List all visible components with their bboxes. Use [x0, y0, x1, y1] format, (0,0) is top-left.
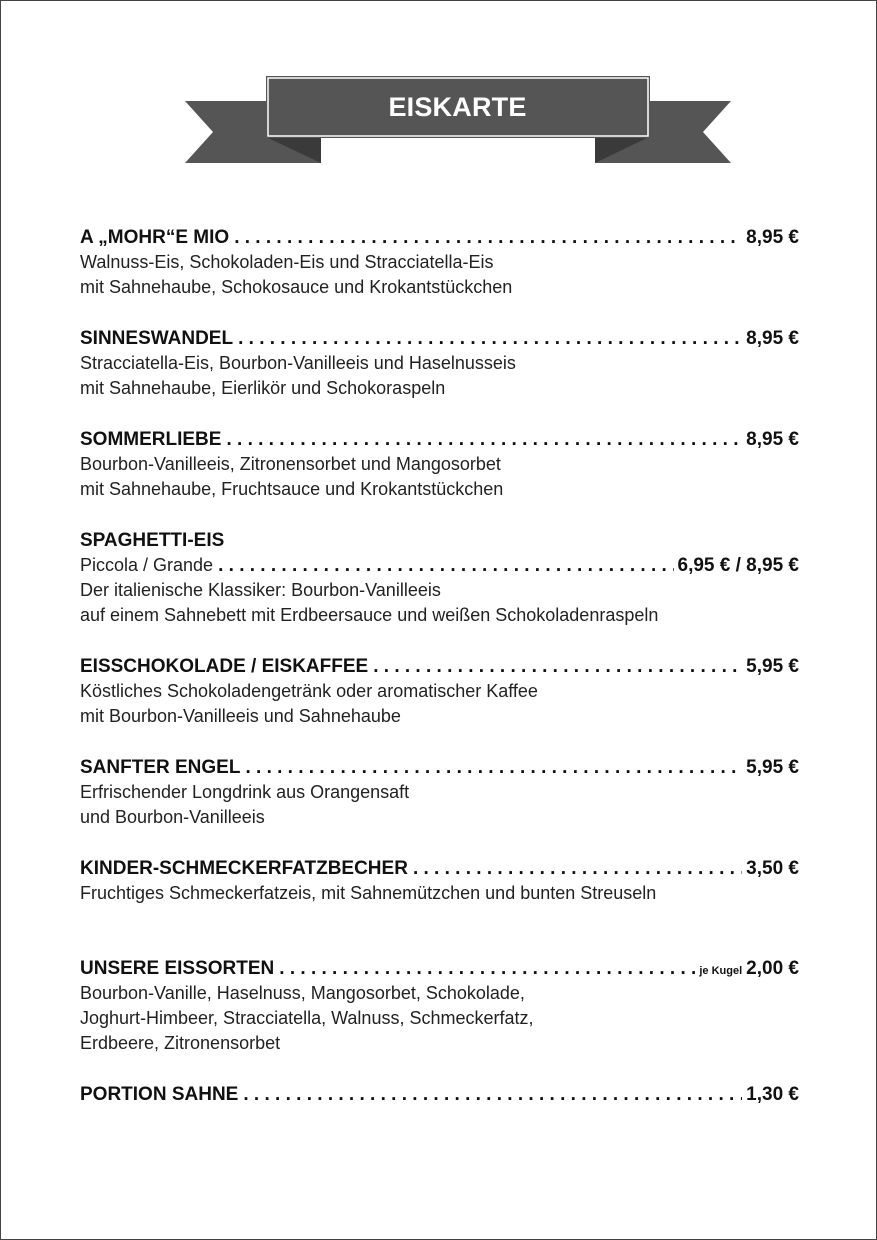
dot-leader: [234, 225, 742, 250]
item-name: KINDER-SCHMECKERFATZBECHER: [80, 858, 408, 879]
item-price: 8,95 €: [746, 227, 799, 248]
menu-item: [80, 1082, 799, 1107]
item-name: SANFTER ENGEL: [80, 757, 241, 778]
menu-item: [80, 326, 799, 401]
item-description: mit Sahnehaube, Schokosauce und Krokantstückchen: [80, 277, 513, 297]
item-description: Köstliches Schokoladengetränk oder aromatischer Kaffee: [80, 681, 538, 701]
item-description: Bourbon-Vanilleeis, Zitronensorbet und Mangosorbet: [80, 454, 501, 474]
menu-item: [80, 654, 799, 729]
item-price: 8,95 €: [746, 429, 799, 450]
item-name: SPAGHETTI-EIS: [80, 530, 225, 551]
menu-item: [80, 856, 799, 906]
menu-list: [80, 225, 799, 1133]
dot-leader: [243, 1082, 742, 1107]
menu-item: [80, 755, 799, 830]
item-description: Erfrischender Longdrink aus Orangensaft: [80, 782, 410, 802]
item-price: 6,95 € / 8,95 €: [677, 555, 799, 576]
dot-leader: [279, 956, 695, 981]
item-price: 1,30 €: [746, 1084, 799, 1105]
menu-item: [80, 225, 799, 300]
item-name: SOMMERLIEBE: [80, 429, 222, 450]
item-name: SINNESWANDEL: [80, 328, 234, 349]
item-description: Bourbon-Vanille, Haselnuss, Mangosorbet, Schokolade,: [80, 983, 525, 1003]
dot-leader: [373, 654, 742, 679]
item-name: PORTION SAHNE: [80, 1084, 239, 1105]
dot-leader: [245, 755, 742, 780]
price-unit: je Kugel: [699, 965, 743, 977]
dot-leader: [218, 553, 673, 578]
item-description: Stracciatella-Eis, Bourbon-Vanilleeis und Haselnusseis: [80, 353, 516, 373]
item-price: 3,50 €: [746, 858, 799, 879]
dot-leader: [238, 326, 742, 351]
item-price: 2,00 €: [746, 958, 799, 979]
item-name: EISSCHOKOLADE / EISKAFFEE: [80, 656, 369, 677]
item-description: Erdbeere, Zitronensorbet: [80, 1033, 281, 1053]
item-name: UNSERE EISSORTEN: [80, 958, 275, 979]
menu-item: [80, 427, 799, 502]
item-price: 5,95 €: [746, 757, 799, 778]
item-description: Walnuss-Eis, Schokoladen-Eis und Stracciatella-Eis: [80, 252, 494, 272]
item-description: mit Sahnehaube, Eierlikör und Schokoraspeln: [80, 378, 446, 398]
item-description: Der italienische Klassiker: Bourbon-Vanilleeis: [80, 580, 441, 600]
dot-leader: [226, 427, 742, 452]
title-banner: [1, 1, 877, 181]
item-description: Fruchtiges Schmeckerfatzeis, mit Sahnemützchen und bunten Streuseln: [80, 883, 657, 903]
item-description: mit Bourbon-Vanilleeis und Sahnehaube: [80, 706, 401, 726]
page-title: EISKARTE: [388, 91, 527, 122]
dot-leader: [413, 856, 742, 881]
menu-item: [80, 956, 799, 1056]
item-price: 8,95 €: [746, 328, 799, 349]
item-description: auf einem Sahnebett mit Erdbeersauce und weißen Schokoladenraspeln: [80, 605, 659, 625]
item-description: Joghurt-Himbeer, Stracciatella, Walnuss, Schmeckerfatz,: [80, 1008, 534, 1028]
item-description: mit Sahnehaube, Fruchtsauce und Krokantstückchen: [80, 479, 504, 499]
item-size-options: Piccola / Grande: [80, 555, 214, 575]
item-price: 5,95 €: [746, 656, 799, 677]
item-name: A „MOHR“E MIO: [80, 227, 230, 248]
item-description: und Bourbon-Vanilleeis: [80, 807, 265, 827]
menu-item: [80, 528, 799, 628]
